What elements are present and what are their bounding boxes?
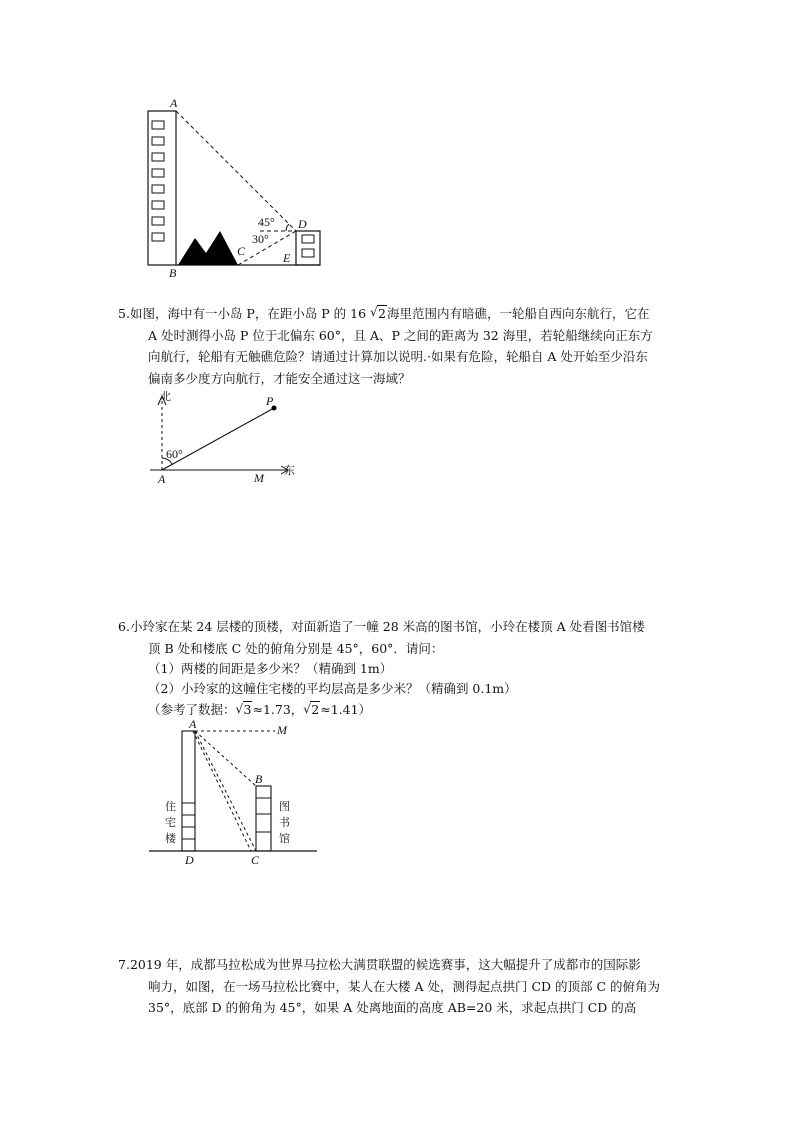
figure-q5-compass (148, 388, 308, 488)
q5-sqrt: √ 2 (370, 303, 387, 325)
question-6 (118, 616, 703, 659)
library-label-1: 图 (279, 800, 290, 813)
label-M: M (254, 471, 264, 485)
q6-line-1 (118, 616, 703, 638)
sight-line-AB (195, 731, 256, 786)
residential-building (182, 731, 195, 851)
q7-text-1: 2019 年，成都马拉松成为世界马拉松大满贯联盟的候选赛事，这大幅提升了成都市的国际影 (129, 957, 641, 972)
residential-label-2: 宅 (165, 816, 176, 829)
q6-subquestion-2: （2）小玲家的这幢住宅楼的平均层高是多少米？（精确到 0.1m） (148, 681, 517, 696)
label-B: B (169, 266, 177, 280)
q6-number: 6. (118, 619, 130, 634)
label-E: E (283, 251, 291, 265)
residential-label-1: 住 (165, 800, 176, 813)
q5-text-1b: 海里范围内有暗礁，一轮船自西向东航行，它在 (387, 306, 650, 321)
q5-line-1 (118, 303, 703, 325)
figure-q6-buildings (145, 718, 325, 868)
library-building (256, 786, 271, 851)
q6-subquestion-1: （1）两楼的间距是多少米？（精确到 1m） (148, 661, 393, 676)
q6-reference-data: （参考了数据：√ 3≈1.73，√ 2≈1.41） (148, 700, 371, 720)
question-7 (118, 954, 703, 1019)
residential-label-3: 楼 (165, 832, 176, 845)
library-label-3: 馆 (279, 832, 290, 845)
q7-line-2: 响力，如图，在一场马拉松比赛中，某人在大楼 A 处，测得起点拱门 CD 的顶部 C 的俯角为 (148, 978, 661, 994)
angle-60: 60° (166, 447, 183, 461)
label-B: B (255, 772, 263, 786)
label-M: M (277, 723, 287, 737)
label-P: P (266, 394, 274, 408)
building-windows (152, 121, 164, 241)
q6-line-2: 顶 B 处和楼底 C 处的俯角分别是 45°，60°．请问： (148, 640, 444, 656)
angle-45: 45° (258, 215, 275, 229)
q7-line-1 (118, 954, 703, 976)
north-label: 北 (160, 390, 171, 403)
q7-number: 7. (118, 957, 130, 972)
sight-line-AC (195, 731, 256, 851)
q5-text-1a: 如图，海中有一小岛 P，在距小岛 P 的 16 (129, 306, 367, 321)
label-C: C (237, 244, 246, 258)
label-D: D (185, 853, 194, 867)
small-building (296, 231, 320, 265)
label-A: A (189, 717, 197, 731)
q5-number: 5. (118, 306, 130, 321)
q7-line-3: 35°，底部 D 的俯角为 45°，如果 A 处离地面的高度 AB=20 米，求起点拱门 CD 的高 (148, 1000, 637, 1015)
hill-shape (178, 231, 238, 265)
question-5 (118, 303, 703, 389)
q5-line-3: 向航行，轮船有无触礁危险？请通过计算加以说明.·如果有危险，轮船自 A 处开始至少沿东 (148, 349, 648, 364)
east-label: 东 (284, 464, 295, 477)
figure-building-hill (140, 95, 340, 280)
library-label-2: 书 (279, 816, 290, 829)
angle-30: 30° (252, 232, 269, 246)
label-A: A (170, 96, 178, 110)
q5-line-2: A 处时测得小岛 P 位于北偏东 60°，且 A、P 之间的距离为 32 海里，若轮船继续向正东方 (148, 327, 653, 343)
label-A: A (158, 472, 166, 486)
label-C: C (251, 853, 260, 867)
label-D: D (298, 217, 307, 231)
sight-line-DA (176, 111, 296, 231)
q5-line-4: 偏南多少度方向航行，才能安全通过这一海域？ (148, 370, 411, 386)
q6-text-1: 小玲家在某 24 层楼的顶楼，对面新造了一幢 28 米高的图书馆，小玲在楼顶 A 处看图书馆楼 (129, 619, 645, 634)
